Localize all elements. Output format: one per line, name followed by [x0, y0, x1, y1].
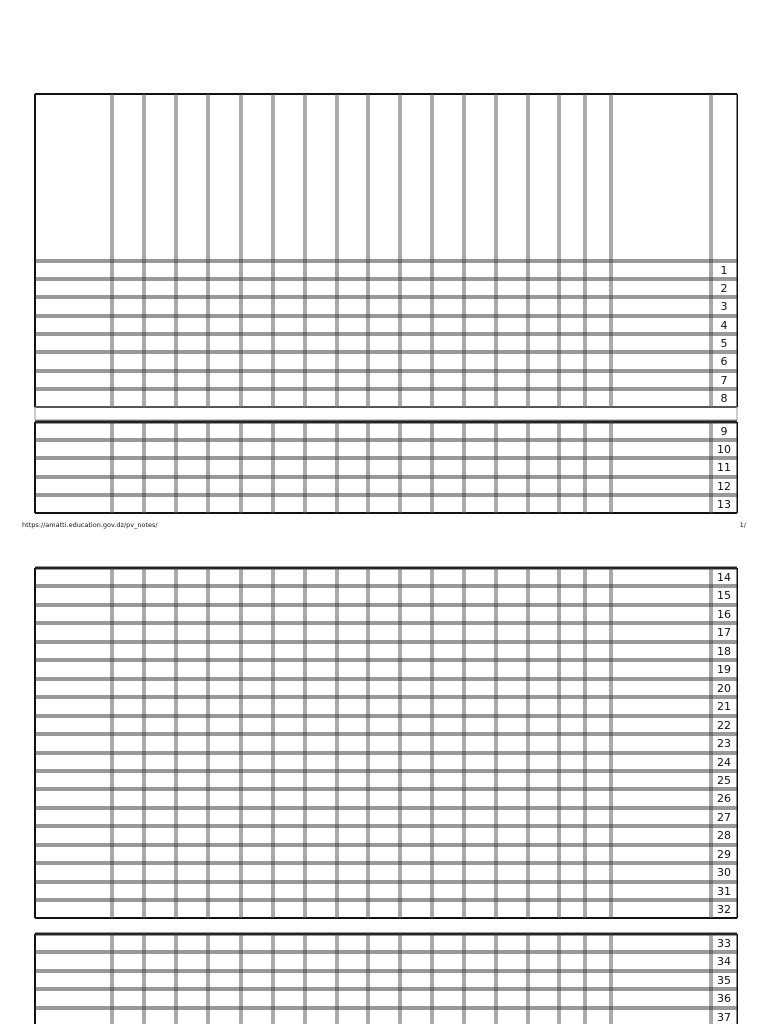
- row-number-label: 14: [717, 570, 731, 584]
- row-number-label: 15: [717, 589, 731, 602]
- row-number-label: 10: [717, 442, 731, 456]
- row-number-label: 4: [720, 318, 728, 332]
- row-number-label: 22: [717, 718, 731, 732]
- row-number-label: 9: [720, 424, 728, 438]
- row-number-label: 23: [717, 737, 731, 750]
- grade-table-continued: [0, 548, 768, 1024]
- row-number-label: 11: [717, 461, 731, 474]
- row-number-label: 27: [717, 810, 731, 824]
- row-number-label: 31: [717, 884, 731, 898]
- row-number-label: 21: [717, 700, 731, 713]
- row-number-label: 35: [717, 973, 731, 987]
- row-number-label: 37: [717, 1010, 731, 1024]
- row-number-label: 6: [720, 355, 728, 368]
- footer-page-number: 1/: [739, 521, 746, 529]
- row-number-label: 18: [717, 644, 731, 658]
- row-number-label: 3: [720, 300, 728, 313]
- row-number-label: 17: [717, 626, 731, 639]
- row-number-label: 29: [717, 847, 731, 861]
- row-number-label: [713, 1019, 735, 1034]
- row-number-label: 8: [720, 391, 728, 405]
- row-number-label: 28: [717, 829, 731, 842]
- row-number-label: 32: [717, 902, 731, 916]
- row-number-label: 2: [720, 281, 728, 295]
- row-number-label: 13: [717, 497, 731, 511]
- row-number-label: 1: [720, 263, 728, 277]
- row-number-label: 34: [717, 955, 731, 968]
- row-number-label: 24: [717, 755, 731, 769]
- row-number-label: 19: [717, 663, 731, 676]
- row-number-label: 20: [717, 681, 731, 695]
- row-number-label: 30: [717, 866, 731, 879]
- row-number-label: 16: [717, 607, 731, 621]
- row-number-label: 36: [717, 992, 731, 1005]
- row-number-label: 12: [717, 479, 731, 493]
- row-number-label: 26: [717, 792, 731, 805]
- page-footer: [22, 521, 746, 533]
- footer-url: https://amatti.education.gov.dz/pv_notes/: [22, 521, 158, 529]
- page-two: [0, 548, 768, 1024]
- row-number-label: 25: [717, 773, 731, 787]
- row-number-label: 5: [720, 336, 728, 350]
- row-number-label: 33: [717, 936, 731, 950]
- row-number-label: 7: [720, 373, 728, 387]
